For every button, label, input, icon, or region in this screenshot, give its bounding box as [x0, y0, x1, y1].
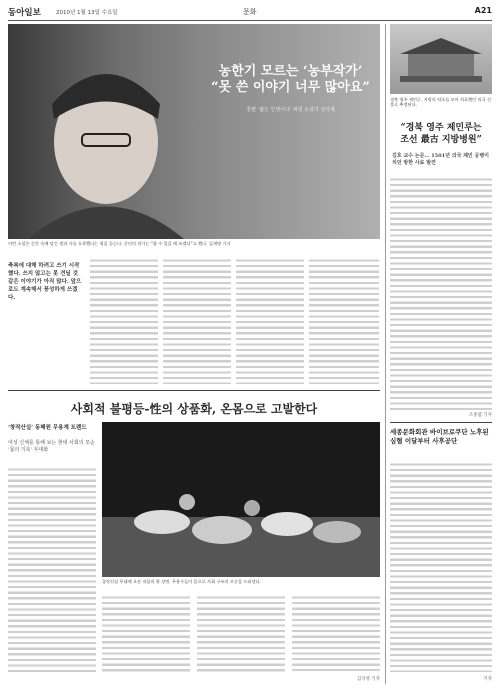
side-story2-headline: 세종문화회관 바이브로쿠단 노후된 심혈 이달부터 사후공단: [390, 428, 489, 445]
story2-body-col3: [197, 593, 285, 675]
story1-body-col4: [309, 256, 379, 384]
story2-body-col2: [102, 593, 190, 675]
side-story-caption: 경북 영주 제민루. 지방의 약초를 모아 치료했던 의국 건물로 추정된다.: [390, 97, 491, 108]
portrait-figure: [8, 24, 380, 239]
story2-photo-caption: 창작산실 무대에 오른 작품의 한 장면. 무용수들이 몸으로 사회 구조의 모순을 드러낸다.: [102, 579, 261, 584]
side-story2-body: [390, 460, 492, 672]
story1-body-col2: [163, 256, 231, 384]
story1-photo-byline: 김재명 기자: [208, 241, 231, 246]
story2-body-col4: [292, 593, 380, 671]
page-number: A21: [474, 6, 492, 15]
side-story-headline: [390, 122, 492, 146]
side-story-byline: 조종엽 기자: [468, 413, 492, 418]
side-story-headline-line1: “경북 영주 제민루는: [400, 123, 482, 133]
side-story-subhead: 김호 교수 논문… 1501년 의국 제민 공병이치던 방한 사료 발견: [392, 153, 489, 166]
story1-body-col1: [90, 256, 158, 384]
story1-headline-line2: “못 쓴 이야기 너무 많아요”: [211, 80, 370, 95]
dancers-illustration: [102, 422, 380, 577]
story1-pull-quote: 축복에 대해 하려고 쓰기 시작했다. 쓰지 않고는 못 견딜 것 같은 이야기가 아직 많다. 앞으로도 계속해서 풍성하게 쓰겠다.: [8, 263, 82, 301]
section-name: 문화: [243, 8, 257, 16]
story1-subhead: 장편 ‘젊은 인생이다’ 펴낸 소설가 성석제: [246, 107, 335, 113]
side-story2-rule: [390, 422, 492, 423]
side-story-headline-line2: 조선 最古 지방병원”: [400, 135, 482, 145]
newspaper-logo: 동아일보: [8, 8, 41, 18]
story2-headline: 사회적 불평등-性의 상품화, 온몸으로 고발한다: [70, 402, 318, 416]
masthead: [8, 6, 492, 21]
jeminru-building-photo: [390, 24, 492, 94]
story1-body-col3: [236, 256, 304, 384]
side-story2-byline: 기자: [483, 677, 492, 682]
pavilion-illustration: [390, 24, 492, 94]
dance-performance-photo: [102, 422, 380, 577]
story2-subhead1: ‘창작산실’ 동혜원 무용계 트렌드: [8, 425, 87, 431]
story1-headline-line1: 농한기 모르는 ‘농부작가’: [218, 64, 363, 79]
side-story-body: [390, 175, 492, 410]
story2-top-rule: [8, 390, 380, 391]
author-portrait-photo: [8, 24, 380, 239]
issue-date: 2010년 1월 13일 수요일: [56, 10, 118, 16]
story1-photo-caption: 이번 소설은 순간 속에 담긴 생과 사를 포착했다는 평을 듣는다. 중년의 작가는 “쓸 수 있을 때 쓰겠다”고 했다. 김재명 기자: [8, 241, 231, 246]
story2-subhead2: 여성 신체를 통해 보는 현대 사회의 모순 ‘몸의 기록’ 무대화: [8, 440, 95, 453]
column-divider: [385, 24, 386, 684]
story2-byline: 김지영 기자: [356, 677, 380, 682]
story2-body-col1: [8, 465, 96, 675]
